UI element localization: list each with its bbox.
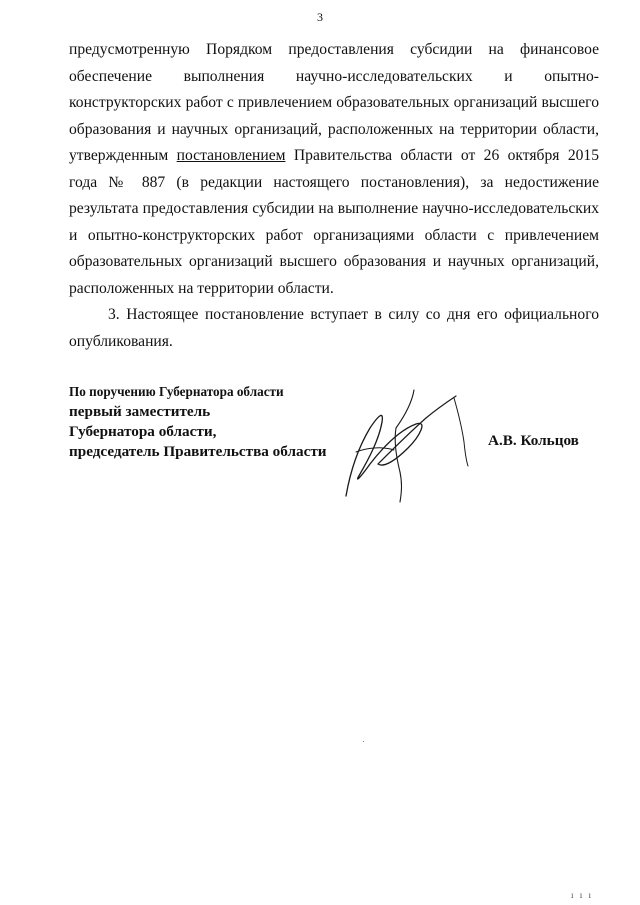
signatory-position-line-2: Губернатора области, <box>69 423 217 440</box>
corner-mark: ı ı ı <box>571 890 594 900</box>
paragraph-3: 3. Настоящее постановление вступает в силу со дня его официального опубликования. <box>69 306 599 350</box>
signature-block <box>69 382 327 462</box>
paragraph-2-text-a: предусмотренную Порядком предоставления субсидии на финансовое обеспечение выполнения научно-исследовательских и опытно-конструкторских работ с привлечением образовательных организаций высшего образования и научных организаций, расположенных на территории области, утвержденным <box>69 41 599 164</box>
handwritten-signature <box>338 378 478 508</box>
signatory-position-line-3: председатель Правительства области <box>69 443 327 460</box>
paragraph-2-text-b: Правительства области от 26 октября 2015 года № 887 (в редакции настоящего постановления), за недостижение результата предоставления субсидии на выполнение научно-исследовательских и опытно-конструкторских работ организациями области с привлечением образовательных организаций высшего образования и научных организаций, расположенных на территории области. <box>69 147 600 297</box>
document-body <box>69 37 599 355</box>
resolution-link[interactable]: постановлением <box>176 147 286 164</box>
paragraph-2-continuation <box>69 37 599 302</box>
signer-name: А.В. Кольцов <box>488 432 579 449</box>
page-number: 3 <box>317 10 323 24</box>
signatory-position-line-1: первый заместитель <box>69 403 211 420</box>
scan-speck <box>363 741 364 742</box>
signatory-authority-line: По поручению Губернатора области <box>69 384 284 399</box>
